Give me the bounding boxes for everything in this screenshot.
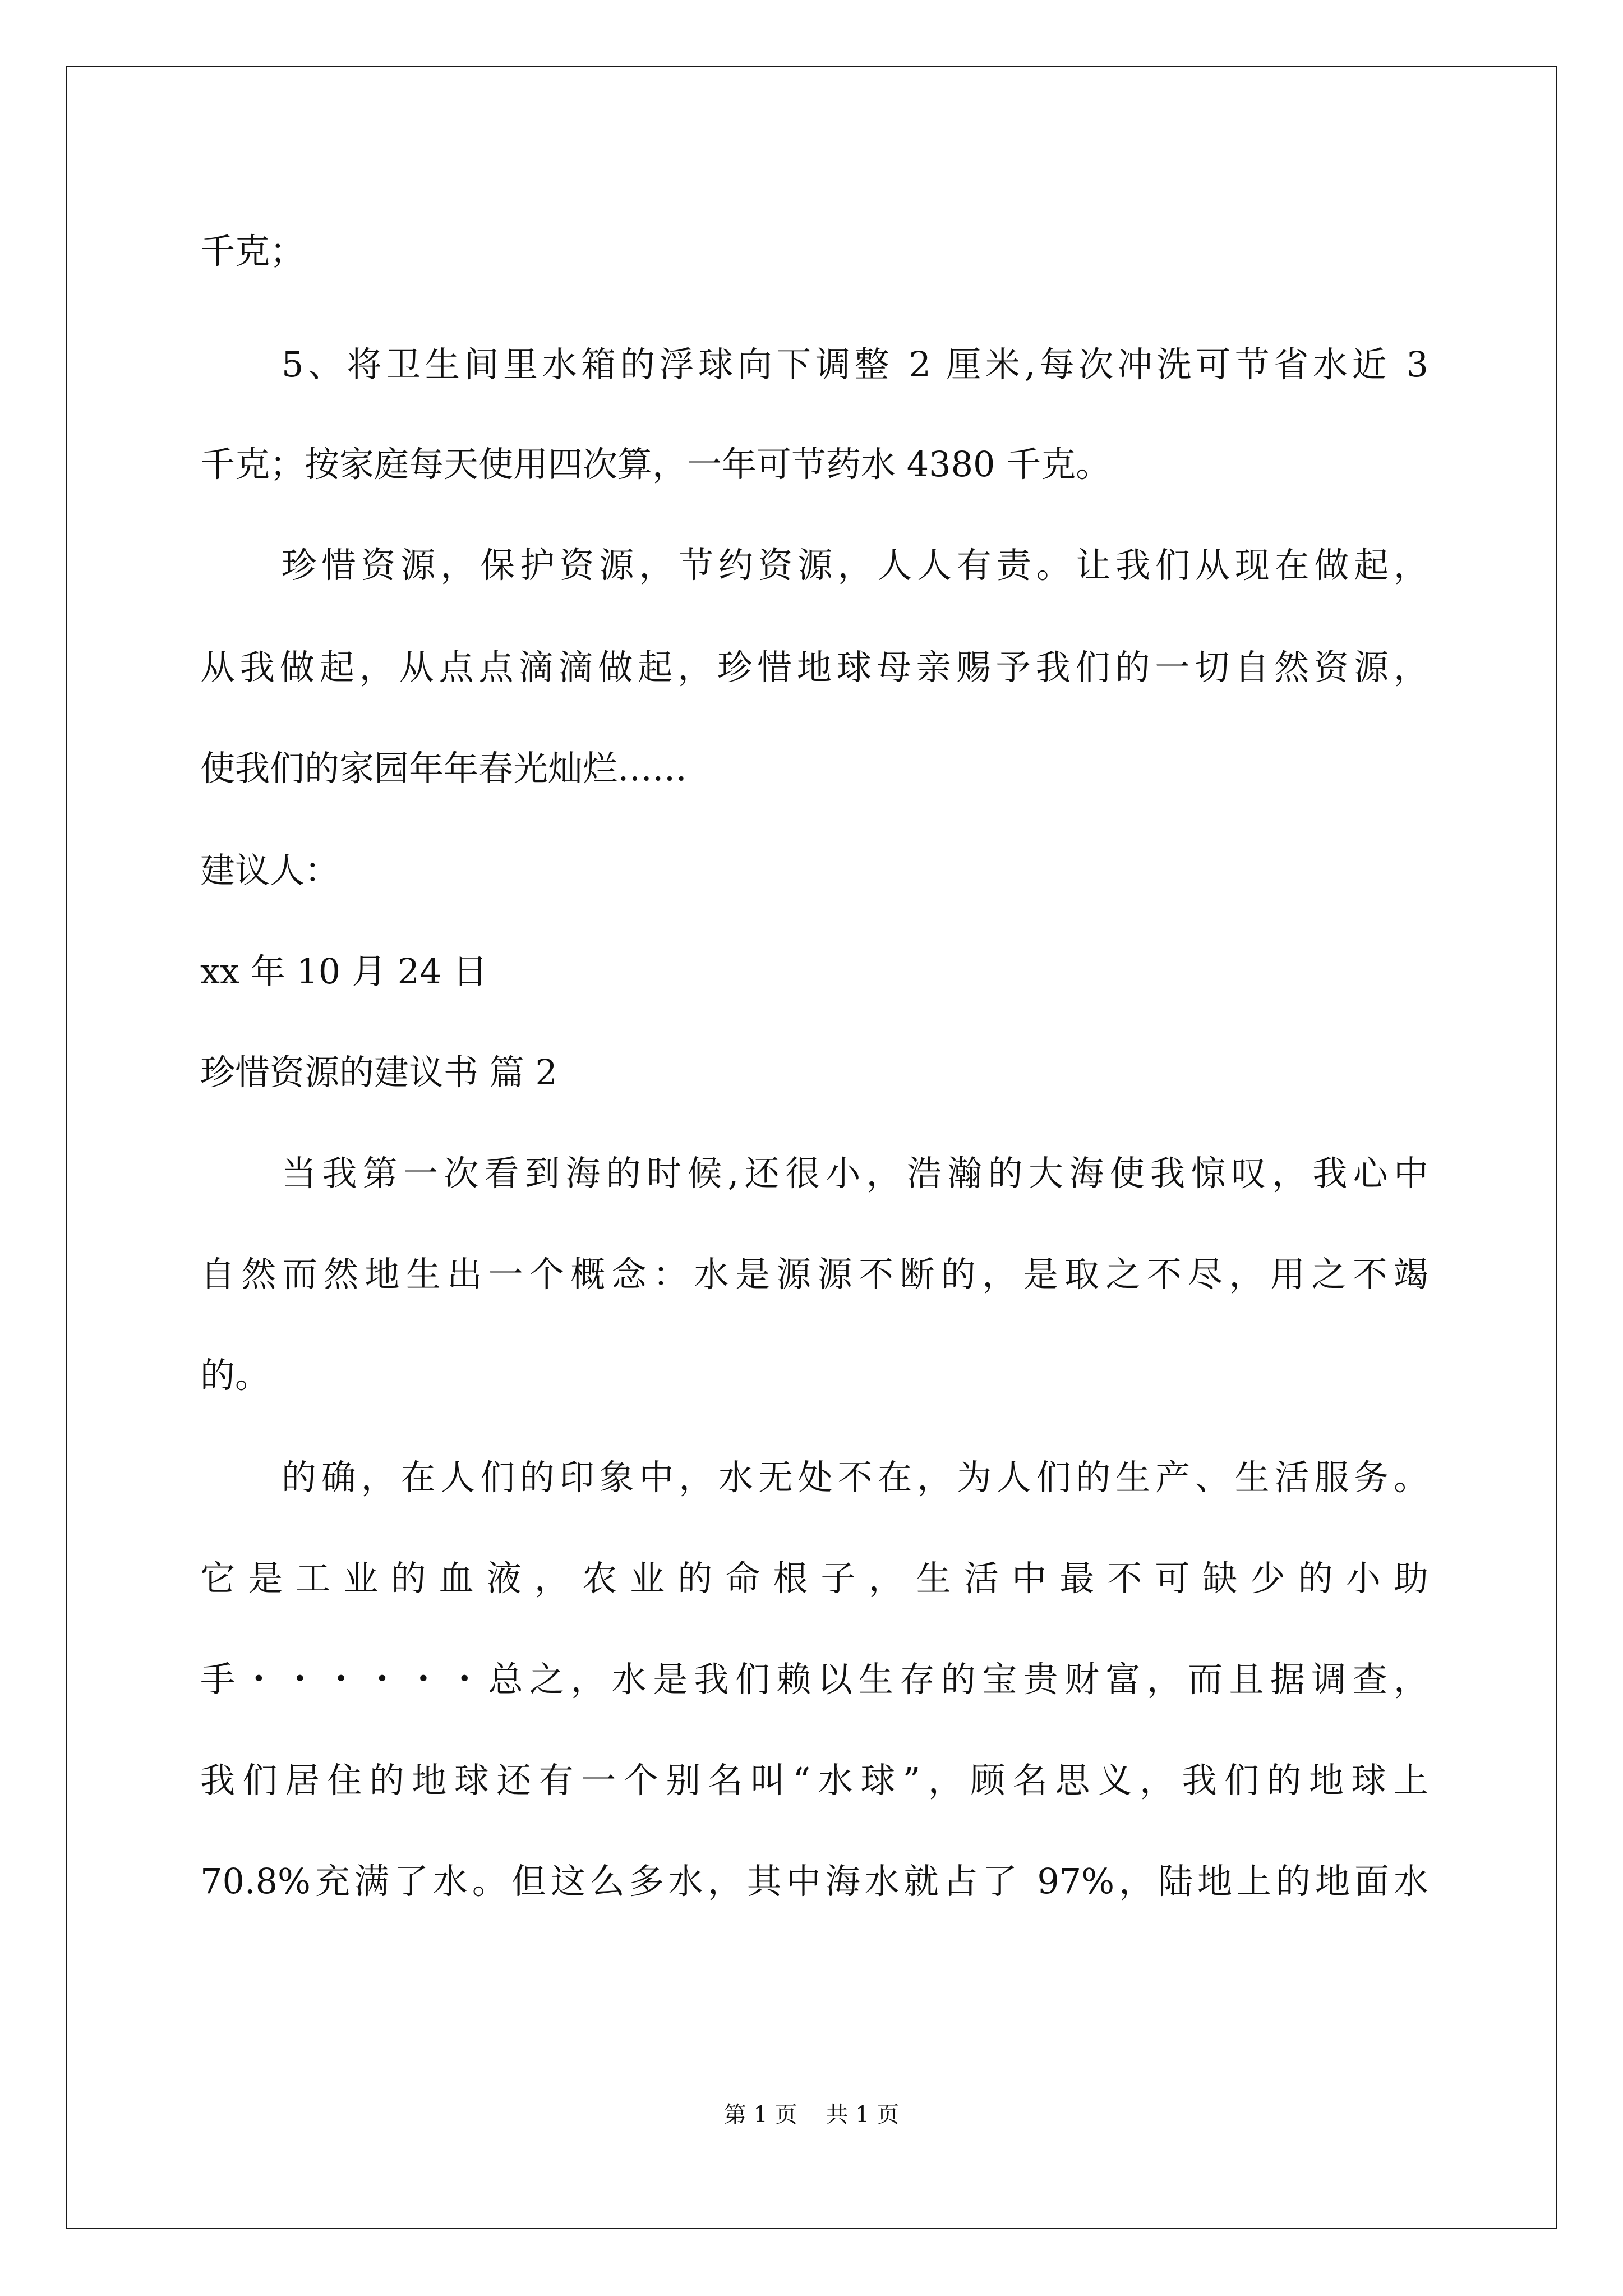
page-number-footer: 第 1 页 共 1 页 <box>723 2102 900 2128</box>
signature-label: 建议人： <box>200 850 340 891</box>
paragraph-line: 珍惜资源，保护资源，节约资源，人人有责。让我们从现在做起， <box>282 545 1428 586</box>
date-line: xx 年 10 月 24 日 <box>200 951 488 992</box>
paragraph-line: 千克； <box>200 231 305 272</box>
paragraph-line: 的。 <box>200 1355 270 1396</box>
paragraph-line: 当我第一次看到海的时候,还很小，浩瀚的大海使我惊叹，我心中 <box>282 1153 1428 1194</box>
section-heading: 珍惜资源的建议书 篇 2 <box>200 1052 557 1093</box>
paragraph-line: 手・・・・・・总之，水是我们赖以生存的宝贵财富，而且据调查， <box>200 1659 1428 1700</box>
paragraph-line: 千克；按家庭每天使用四次算，一年可节药水 4380 千克。 <box>200 444 1111 485</box>
paragraph-line: 它是工业的血液，农业的命根子，生活中最不可缺少的小助 <box>200 1558 1428 1599</box>
page-border <box>66 66 1557 2229</box>
paragraph-line: 的确，在人们的印象中，水无处不在，为人们的生产、生活服务。 <box>282 1457 1428 1498</box>
paragraph-line: 70.8%充满了水。但这么多水，其中海水就占了 97%，陆地上的地面水 <box>200 1861 1428 1902</box>
paragraph-line: 从我做起，从点点滴滴做起，珍惜地球母亲赐予我们的一切自然资源， <box>200 647 1428 688</box>
paragraph-line: 5、将卫生间里水箱的浮球向下调整 2 厘米,每次冲洗可节省水近 3 <box>282 344 1428 385</box>
paragraph-line: 自然而然地生出一个概念：水是源源不断的，是取之不尽，用之不竭 <box>200 1254 1428 1295</box>
paragraph-line: 使我们的家园年年春光灿烂…… <box>200 748 688 789</box>
paragraph-line: 我们居住的地球还有一个别名叫“水球”，顾名思义，我们的地球上 <box>200 1760 1428 1801</box>
